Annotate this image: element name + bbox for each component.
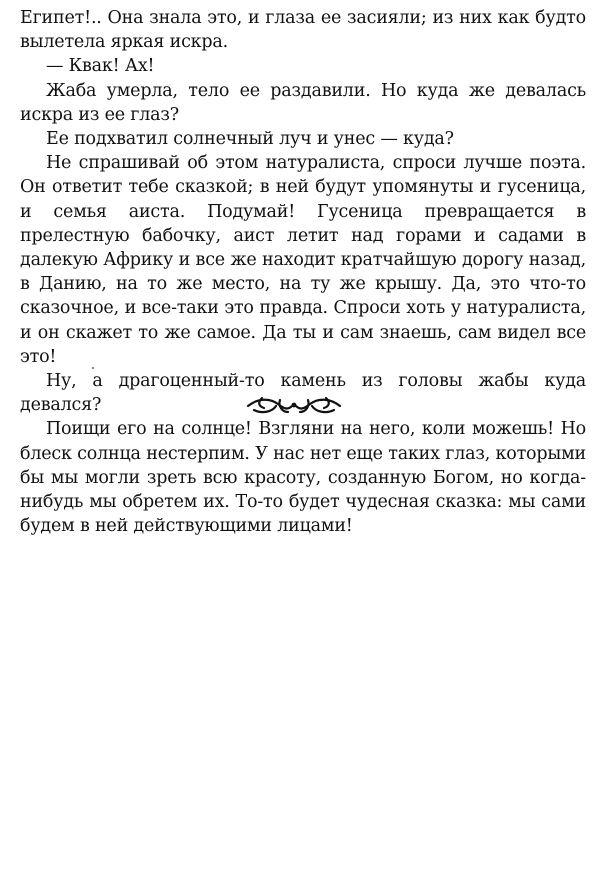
- page-text: [20, 6, 586, 538]
- paragraph-2: — Квак! Ах!: [46, 56, 155, 77]
- print-speck: [92, 367, 94, 369]
- paragraph-3: Жаба умерла, тело ее раздавили. Но куда же девалась искра из ее глаз?: [20, 80, 586, 125]
- paragraph-4: Ее подхватил солнечный луч и унес — куда?: [46, 129, 454, 150]
- paragraph-1: Египет!.. Она знала это, и глаза ее засияли; из них как будто вылетела яркая искра.: [20, 8, 586, 53]
- paragraph-5: Не спрашивай об этом натуралиста, спроси лучше поэта. Он ответит тебе сказкой; в ней будут упомянуты и гусеница, и семья аиста. Подумай! Гусеница превращается в прелестную бабочку, аист летит над горами и садами в далекую Африку и все же находит кратчайшую дорогу назад, в Данию, на то же место, на ту же крышу. Да, это что-то сказочное, и все-таки это правда. Спроси хоть у натуралиста, и он скажет то же самое. Да ты и сам знаешь, сам видел все это!: [20, 153, 586, 367]
- paragraph-6: Ну, а драгоценный-то камень из головы жабы куда девался?: [20, 371, 586, 416]
- paragraph-7: Поищи его на солнце! Взгляни на него, коли можешь! Но блеск солнца нестерпим. У нас нет еще таких глаз, которыми бы мы могли зреть всю красоту, созданную Богом, но когда-нибудь мы обретем их. То-то будет чудесная сказка: мы сами будем в ней действующими лицами!: [20, 419, 586, 537]
- scroll-flourish-icon: [244, 392, 344, 418]
